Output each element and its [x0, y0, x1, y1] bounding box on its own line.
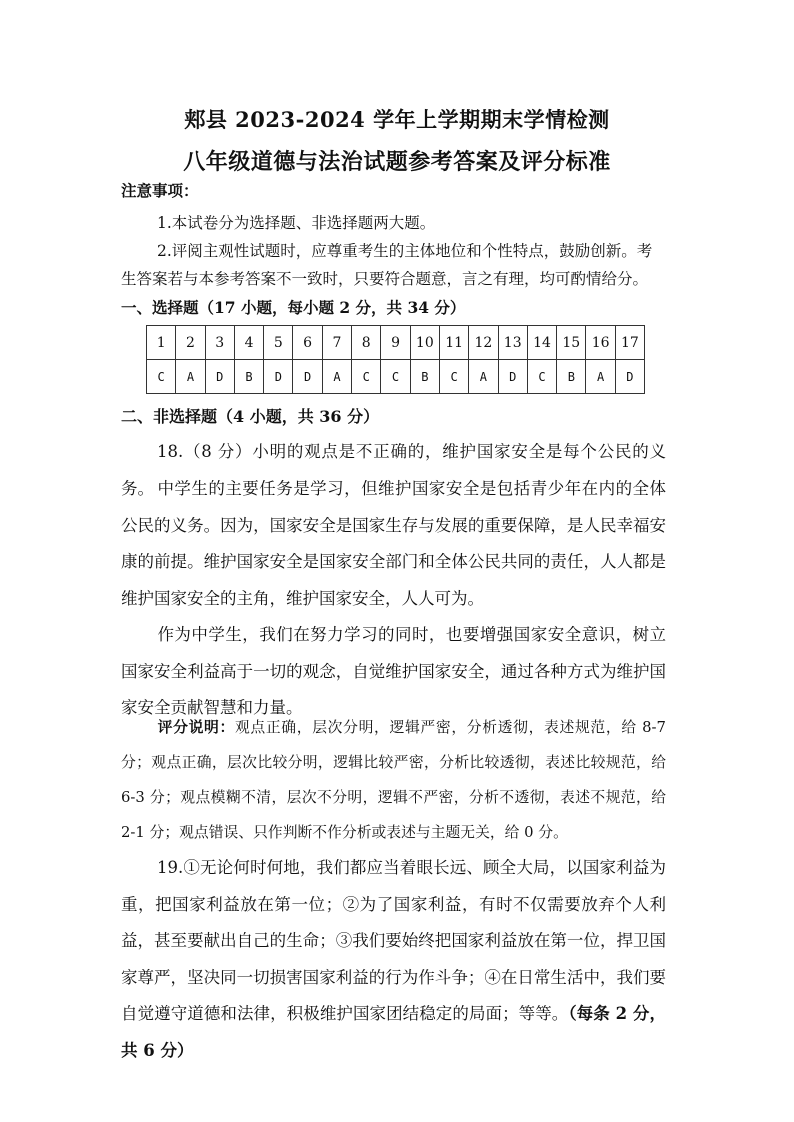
q18-paragraph-2-text: 作为中学生，我们在努力学习的同时，也要增强国家安全意识，树立国家安全利益高于一切的观念，自觉维护国家安全，通过各种方式为维护国家安全贡献智慧和力量。 — [121, 625, 666, 717]
question-number-cell: 3 — [205, 326, 234, 360]
question-number-cell: 2 — [176, 326, 205, 360]
answer-table — [146, 325, 645, 394]
question-number-cell: 14 — [527, 326, 556, 360]
question-number-cell: 15 — [557, 326, 586, 360]
answer-cell: C — [352, 360, 381, 394]
question-number-cell: 16 — [586, 326, 615, 360]
answer-cell: D — [615, 360, 644, 394]
q18-scoring-note — [121, 710, 666, 850]
notes-item-2-line-2: 生答案若与本参考答案不一致时，只要符合题意，言之有理，均可酌情给分。 — [121, 270, 649, 288]
scoring-label: 评分说明： — [157, 719, 235, 736]
question-number-row — [147, 326, 645, 360]
q18-paragraph-1 — [121, 471, 666, 617]
question-number-cell: 5 — [264, 326, 293, 360]
answer-cell: A — [586, 360, 615, 394]
answer-cell: C — [439, 360, 468, 394]
section-1-heading: 一、选择题（17 小题，每小题 2 分，共 34 分） — [121, 298, 466, 317]
question-number-cell: 11 — [439, 326, 468, 360]
question-number-cell: 12 — [469, 326, 498, 360]
q18-paragraph-1-text: 中学生的主要任务是学习，但维护国家安全是包括青少年在内的全体公民的义务。因为，国家安全是国家生存与发展的重要保障，是人民幸福安康的前提。维护国家安全是国家安全部门和全体公民共同的责任，人人都是维护国家安全的主角，维护国家安全，人人可为。 — [121, 479, 666, 608]
q19-answer — [121, 850, 666, 1069]
q18-lead-text: 18.（8 分）小明的观点是不正确的，维护国家安全是每个公民的义务。 — [121, 442, 666, 498]
notes-heading: 注意事项： — [121, 181, 199, 200]
q19-score-note: （每条 2 分，共 6 分） — [121, 1004, 666, 1060]
answer-cell: A — [469, 360, 498, 394]
document-title: 郏县 2023-2024 学年上学期期末学情检测 — [184, 107, 610, 132]
answer-cell: D — [293, 360, 322, 394]
answer-cell: D — [498, 360, 527, 394]
section-2-heading: 二、非选择题（4 小题，共 36 分） — [121, 407, 380, 426]
answer-cell: D — [205, 360, 234, 394]
answer-cell: C — [381, 360, 410, 394]
answer-cell: B — [410, 360, 439, 394]
answer-row — [147, 360, 645, 394]
question-number-cell: 1 — [147, 326, 176, 360]
question-number-cell: 10 — [410, 326, 439, 360]
notes-item-1: 1.本试卷分为选择题、非选择题两大题。 — [157, 214, 436, 232]
answer-cell: A — [322, 360, 351, 394]
answer-cell: A — [176, 360, 205, 394]
question-number-cell: 9 — [381, 326, 410, 360]
question-number-cell: 13 — [498, 326, 527, 360]
answer-cell: C — [147, 360, 176, 394]
question-number-cell: 8 — [352, 326, 381, 360]
answer-cell: B — [234, 360, 263, 394]
document-subtitle: 八年级道德与法治试题参考答案及评分标准 — [183, 149, 611, 175]
question-number-cell: 17 — [615, 326, 644, 360]
answer-cell: D — [264, 360, 293, 394]
notes-item-2-line-1: 2.评阅主观性试题时，应尊重考生的主体地位和个性特点，鼓励创新。考 — [157, 242, 653, 260]
answer-cell: B — [557, 360, 586, 394]
question-number-cell: 6 — [293, 326, 322, 360]
question-number-cell: 4 — [234, 326, 263, 360]
question-number-cell: 7 — [322, 326, 351, 360]
q19-text: 19.①无论何时何地，我们都应当着眼长远、顾全大局，以国家利益为重，把国家利益放在第一位；②为了国家利益，有时不仅需要放弃个人利益，甚至要献出自己的生命；③我们要始终把国家利益放在第一位，捍卫国家尊严，坚决同一切损害国家利益的行为作斗争；④在日常生活中，我们要自觉遵守道德和法律，积极维护国家团结稳定的局面；等等。 — [121, 858, 666, 1023]
answer-cell: C — [527, 360, 556, 394]
scoring-text: 观点正确，层次分明，逻辑严密，分析透彻，表述规范，给 8-7 分；观点正确，层次比较分明，逻辑比较严密，分析比较透彻，表述比较规范，给 6-3 分；观点模糊不清，层次不分明，逻辑不严密，分析不透彻，表述不规范，给 2-1 分；观点错误、只作判断不作分析或表述与主题无关，给 0 分。 — [121, 719, 666, 841]
